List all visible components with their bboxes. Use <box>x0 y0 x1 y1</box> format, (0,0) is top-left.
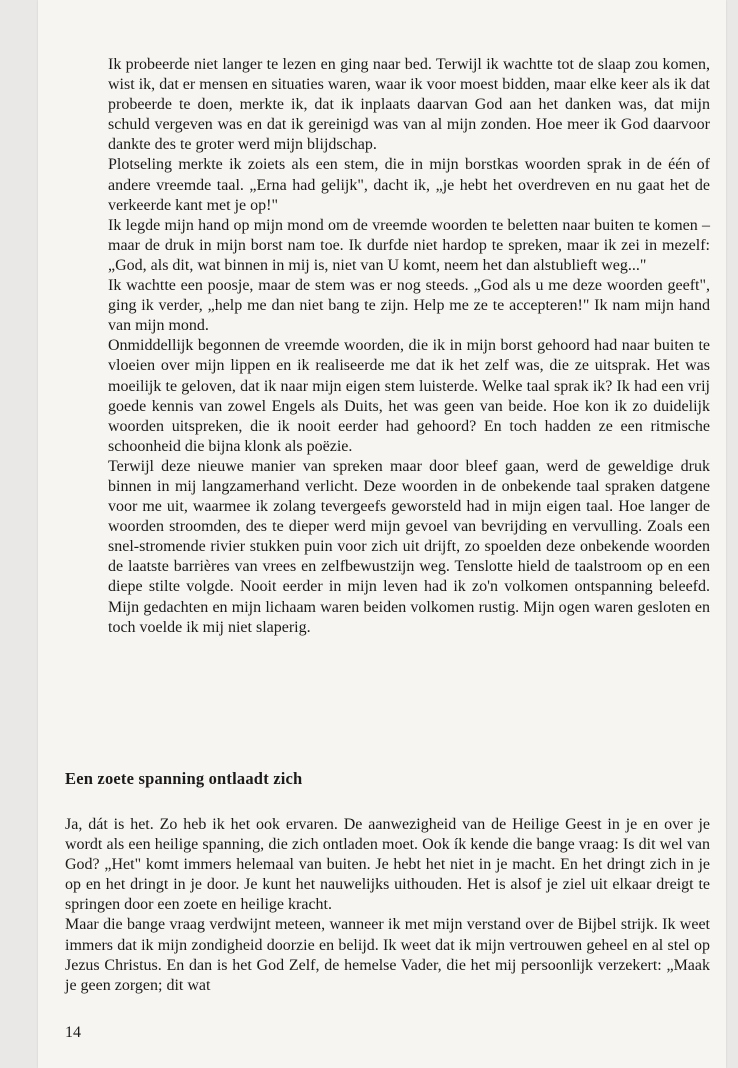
paragraph: Ja, dát is het. Zo heb ik het ook ervaren. De aanwezigheid van de Heilige Geest in je en over je wordt als een heilige spanning, die zich ontladen moet. Ook ík kende die bange vraag: Is dit wel van God? „Het" komt immers helemaal van buiten. Je hebt het niet in je macht. En het dringt zich in je op en het dringt in je door. Je kunt het nauwelijks uithouden. Het is alsof je ziel uit elkaar dreigt te springen door een zoete en heilige kracht. <box>65 816 710 914</box>
paragraph: Ik probeerde niet langer te lezen en ging naar bed. Terwijl ik wachtte tot de slaap zou komen, wist ik, dat er mensen en situaties waren, waar ik voor moest bidden, maar elke keer als ik dat probeerde te doen, merkte ik, dat ik inplaats daarvan God aan het danken was, dat mijn schuld vergeven was en dat ik gereinigd was van al mijn zonden. Hoe meer ik God daarvoor dankte des te groter werd mijn blijdschap. <box>108 56 710 154</box>
section-body <box>65 815 710 996</box>
indented-quote <box>108 55 710 638</box>
paragraph: Onmiddellijk begonnen de vreemde woorden, die ik in mijn borst gehoord had naar buiten te vloeien over mijn lippen en ik realiseerde me dat ik het zelf was, die ze uitsprak. Het was moeilijk te geloven, dat ik naar mijn eigen stem luisterde. Welke taal sprak ik? Ik had een vrij goede kennis van zowel Engels als Duits, het was geen van beide. Hoe kon ik zo duidelijk woorden uitspreken, die ik nooit eerder had gehoord? En toch hadden ze een ritmische schoonheid die bijna klonk als poëzie. <box>108 337 710 455</box>
paragraph: Maar die bange vraag verdwijnt meteen, wanneer ik met mijn verstand over de Bijbel strijk. Ik weet immers dat ik mijn zondigheid doorzie en belijd. Ik weet dat ik mijn vertrouwen geheel en al stel op Jezus Christus. En dan is het God Zelf, de hemelse Vader, die het mij persoonlijk verzekert: „Maak je geen zorgen; dit wat <box>65 916 710 994</box>
book-page <box>38 0 726 1068</box>
paragraph: Plotseling merkte ik zoiets als een stem, die in mijn borstkas woorden sprak in de één of andere vreemde taal. „Erna had gelijk", dacht ik, „je hebt het overdreven en nu gaat het de verkeerde kant met je op!" <box>108 156 710 214</box>
page-number: 14 <box>65 1024 81 1041</box>
section-heading: Een zoete spanning ontlaadt zich <box>65 769 303 788</box>
paragraph: Ik wachtte een poosje, maar de stem was er nog steeds. „God als u me deze woorden geeft", ging ik verder, „help me dan niet bang te zijn. Help me ze te accepteren!" Ik nam mijn hand van mijn mond. <box>108 277 710 335</box>
paragraph: Terwijl deze nieuwe manier van spreken maar door bleef gaan, werd de geweldige druk binnen in mij langzamerhand verlicht. Deze woorden in de onbekende taal spraken datgene voor me uit, waarmee ik zolang tevergeefs geworsteld had in mijn eigen taal. Hoe langer de woorden stroomden, des te dieper werd mijn gevoel van bevrijding en vervulling. Zoals een snel-stromende rivier stukken puin voor zich uit drijft, zo spoelden deze onbekende woorden de laatste barrières van vrees en zelfbewustzijn weg. Tenslotte hield de taalstroom op en een diepe stilte volgde. Nooit eerder in mijn leven had ik zo'n volkomen ontspanning beleefd. Mijn gedachten en mijn lichaam waren beiden volkomen rustig. Mijn ogen waren gesloten en toch voelde ik mij niet slaperig. <box>108 457 710 636</box>
paragraph: Ik legde mijn hand op mijn mond om de vreemde woorden te beletten naar buiten te komen – maar de druk in mijn borst nam toe. Ik durfde niet hardop te spreken, maar ik zei in mezelf: „God, als dit, wat binnen in mij is, niet van U komt, neem het dan alstublieft weg..." <box>108 216 710 274</box>
